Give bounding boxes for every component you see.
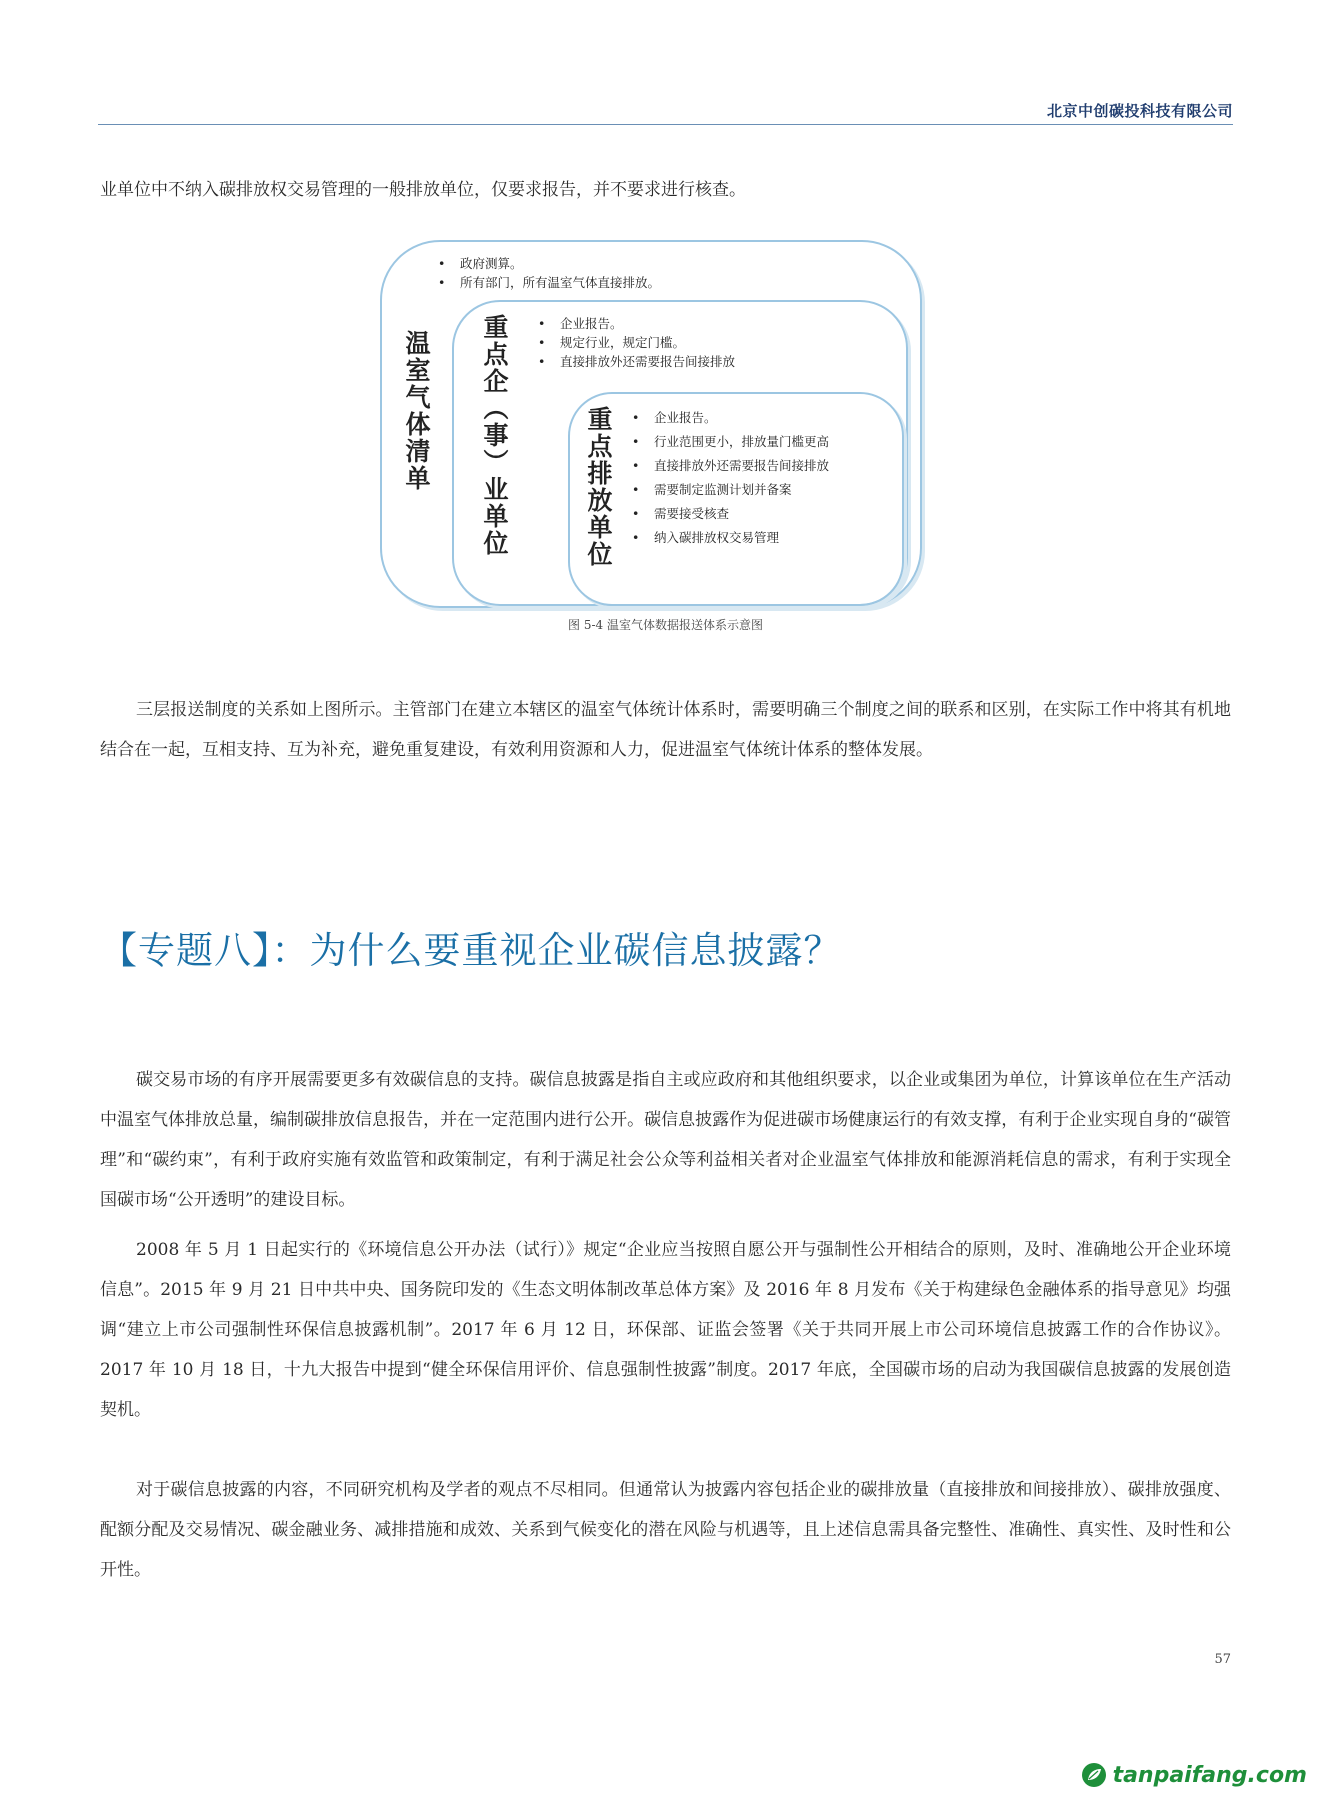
list-item: • 直接排放外还需要报告间接排放: [534, 352, 735, 371]
figure-caption: 图 5-4 温室气体数据报送体系示意图: [568, 618, 763, 632]
leaf-logo-icon: [1081, 1762, 1107, 1788]
list-item: • 需要制定监测计划并备案: [628, 478, 829, 502]
inner-layer-box: [568, 392, 904, 606]
header-divider: [98, 124, 1233, 125]
watermark: [1081, 1762, 1307, 1788]
middle-layer-bullets: [534, 314, 735, 371]
header-company-name: 北京中创碳投科技有限公司: [1046, 102, 1233, 120]
outer-layer-bullets: [434, 254, 660, 292]
outer-layer-title: 温室气体清单: [402, 330, 431, 492]
list-item: • 直接排放外还需要报告间接排放: [628, 454, 829, 478]
list-item: • 政府测算。: [434, 254, 660, 273]
list-item: • 企业报告。: [628, 406, 829, 430]
list-item: • 企业报告。: [534, 314, 735, 333]
relation-paragraph: 三层报送制度的关系如上图所示。主管部门在建立本辖区的温室气体统计体系时，需要明确三个制度之间的联系和区别，在实际工作中将其有机地结合在一起，互相支持、互为补充，避免重复建设，有效利用资源和人力，促进温室气体统计体系的整体发展。: [100, 700, 1231, 760]
body-paragraph-3: 对于碳信息披露的内容，不同研究机构及学者的观点不尽相同。但通常认为披露内容包括企业的碳排放量（直接排放和间接排放）、碳排放强度、配额分配及交易情况、碳金融业务、减排措施和成效、关系到气候变化的潜在风险与机遇等，且上述信息需具备完整性、准确性、真实性、及时性和公开性。: [100, 1480, 1231, 1580]
inner-layer-bullets: [628, 406, 829, 550]
list-item: • 规定行业，规定门槛。: [534, 333, 735, 352]
body-paragraph-1: 碳交易市场的有序开展需要更多有效碳信息的支持。碳信息披露是指自主或应政府和其他组织要求，以企业或集团为单位，计算该单位在生产活动中温室气体排放总量，编制碳排放信息报告，并在一定范围内进行公开。碳信息披露作为促进碳市场健康运行的有效支撑，有利于企业实现自身的“碳管理”和“碳约束”，有利于政府实施有效监管和政策制定，有利于满足社会公众等利益相关者对企业温室气体排放和能源消耗信息的需求，有利于实现全国碳市场“公开透明”的建设目标。: [100, 1070, 1231, 1210]
body-paragraph-2: 2008 年 5 月 1 日起实行的《环境信息公开办法（试行）》规定“企业应当按照自愿公开与强制性公开相结合的原则，及时、准确地公开企业环境信息”。2015 年 9 月 21 日中共中央、国务院印发的《生态文明体制改革总体方案》及 2016 年 8 月发布《关于构建绿色金融体系的指导意见》均强调“建立上市公司强制性环保信息披露机制”。2017 年 6 月 12 日，环保部、证监会签署《关于共同开展上市公司环境信息披露工作的合作协议》。2017 年 10 月 18 日，十九大报告中提到“健全环保信用评价、信息强制性披露”制度。2017 年底，全国碳市场的启动为我国碳信息披露的发展创造契机。: [100, 1240, 1231, 1420]
page-number: 57: [1214, 1652, 1231, 1667]
intro-paragraph: 业单位中不纳入碳排放权交易管理的一般排放单位，仅要求报告，并不要求进行核查。: [100, 180, 746, 200]
list-item: • 纳入碳排放权交易管理: [628, 526, 829, 550]
inner-layer-title: 重点排放单位: [584, 406, 613, 568]
list-item: • 需要接受核查: [628, 502, 829, 526]
watermark-text: tanpaifang.com: [1112, 1762, 1307, 1788]
list-item: • 行业范围更小，排放量门槛更高: [628, 430, 829, 454]
section-heading: 【专题八】：为什么要重视企业碳信息披露？: [100, 929, 842, 972]
middle-layer-title: 重点企（事）业单位: [480, 314, 509, 557]
list-item: • 所有部门，所有温室气体直接排放。: [434, 273, 660, 292]
reporting-system-diagram: [380, 240, 920, 610]
